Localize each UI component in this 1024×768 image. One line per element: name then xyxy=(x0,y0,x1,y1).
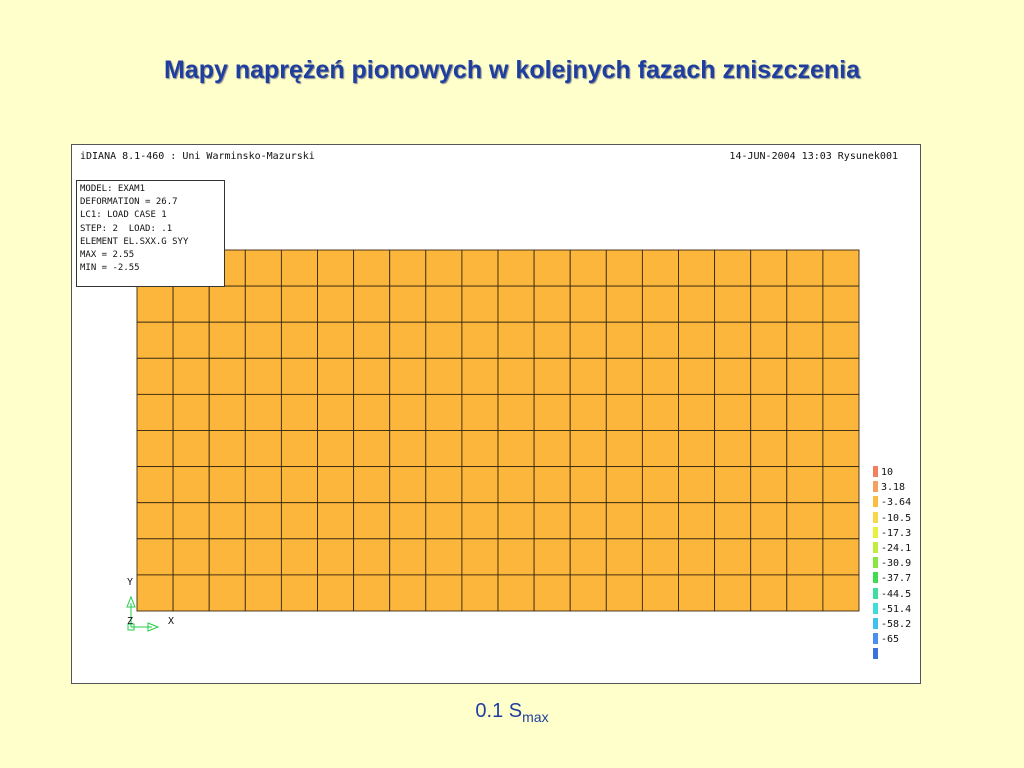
mesh-element xyxy=(209,539,245,575)
legend-swatch xyxy=(873,512,878,523)
mesh-element xyxy=(462,539,498,575)
mesh-element xyxy=(137,431,173,467)
mesh-element xyxy=(137,575,173,611)
mesh-element xyxy=(642,431,678,467)
mesh-element xyxy=(462,322,498,358)
mesh-element xyxy=(823,358,859,394)
mesh-element xyxy=(534,575,570,611)
mesh-element xyxy=(354,431,390,467)
mesh-element xyxy=(281,503,317,539)
mesh-element xyxy=(281,431,317,467)
mesh-element xyxy=(209,322,245,358)
mesh-element xyxy=(281,358,317,394)
mesh-element xyxy=(426,575,462,611)
mesh-element xyxy=(281,394,317,430)
legend-swatch xyxy=(873,603,878,614)
legend-swatch xyxy=(873,466,878,477)
mesh-element xyxy=(390,467,426,503)
mesh-element xyxy=(534,503,570,539)
mesh-element xyxy=(498,358,534,394)
mesh-element xyxy=(823,503,859,539)
mesh-element xyxy=(390,322,426,358)
mesh-element xyxy=(354,322,390,358)
x-axis-label: X xyxy=(168,616,175,627)
mesh-element xyxy=(281,539,317,575)
mesh-element xyxy=(173,503,209,539)
mesh-element xyxy=(318,431,354,467)
mesh-element xyxy=(606,322,642,358)
mesh-element xyxy=(751,503,787,539)
mesh-element xyxy=(173,322,209,358)
mesh-element xyxy=(318,539,354,575)
mesh-element xyxy=(715,394,751,430)
mesh-element xyxy=(426,322,462,358)
mesh-element xyxy=(642,503,678,539)
mesh-element xyxy=(209,503,245,539)
mesh-element xyxy=(715,539,751,575)
info-line: MIN = -2.55 xyxy=(80,263,140,274)
mesh-element xyxy=(354,286,390,322)
mesh-element xyxy=(209,467,245,503)
mesh-element xyxy=(751,539,787,575)
mesh-element xyxy=(823,322,859,358)
mesh-element xyxy=(715,503,751,539)
mesh-element xyxy=(823,250,859,286)
mesh-element xyxy=(209,394,245,430)
mesh-element xyxy=(570,322,606,358)
mesh-element xyxy=(606,358,642,394)
mesh-element xyxy=(245,539,281,575)
legend-label: -17.3 xyxy=(881,527,912,539)
mesh-element xyxy=(534,322,570,358)
mesh-element xyxy=(354,250,390,286)
mesh-element xyxy=(787,503,823,539)
mesh-element xyxy=(570,431,606,467)
mesh-element xyxy=(606,575,642,611)
legend-swatch xyxy=(873,557,878,568)
finite-element-mesh xyxy=(137,250,859,611)
mesh-element xyxy=(462,286,498,322)
y-axis-label: Y xyxy=(127,577,134,588)
legend-label: -51.4 xyxy=(881,603,912,615)
mesh-element xyxy=(751,286,787,322)
mesh-element xyxy=(642,250,678,286)
mesh-element xyxy=(137,503,173,539)
mesh-element xyxy=(642,575,678,611)
mesh-element xyxy=(679,250,715,286)
mesh-element xyxy=(498,286,534,322)
z-axis-label: Z xyxy=(127,616,134,627)
info-line: LC1: LOAD CASE 1 xyxy=(80,210,167,221)
mesh-element xyxy=(751,322,787,358)
mesh-element xyxy=(245,575,281,611)
mesh-element xyxy=(498,394,534,430)
mesh-element xyxy=(318,322,354,358)
mesh-element xyxy=(390,394,426,430)
mesh-element xyxy=(787,286,823,322)
mesh-element xyxy=(715,286,751,322)
mesh-element xyxy=(173,286,209,322)
mesh-element xyxy=(787,431,823,467)
mesh-element xyxy=(787,394,823,430)
mesh-element xyxy=(679,503,715,539)
mesh-element xyxy=(426,394,462,430)
info-line: MODEL: EXAM1 xyxy=(80,184,146,194)
mesh-element xyxy=(498,431,534,467)
legend-swatch xyxy=(873,633,878,644)
mesh-element xyxy=(462,467,498,503)
mesh-element xyxy=(534,539,570,575)
mesh-element xyxy=(642,394,678,430)
mesh-element xyxy=(498,575,534,611)
mesh-element xyxy=(823,394,859,430)
mesh-element xyxy=(534,467,570,503)
mesh-element xyxy=(679,358,715,394)
mesh-element xyxy=(606,286,642,322)
mesh-element xyxy=(787,322,823,358)
load-level-caption xyxy=(0,700,1024,725)
mesh-element xyxy=(823,539,859,575)
mesh-element xyxy=(606,394,642,430)
mesh-element xyxy=(570,503,606,539)
program-header: iDIANA 8.1-460 : Uni Warminsko-Mazurski xyxy=(80,151,315,162)
mesh-element xyxy=(390,358,426,394)
mesh-element xyxy=(137,394,173,430)
mesh-element xyxy=(318,286,354,322)
mesh-element xyxy=(245,322,281,358)
mesh-element xyxy=(498,467,534,503)
legend-swatch xyxy=(873,572,878,583)
mesh-element xyxy=(570,358,606,394)
legend-swatch xyxy=(873,542,878,553)
info-line: STEP: 2 LOAD: .1 xyxy=(80,223,173,234)
mesh-element xyxy=(209,431,245,467)
mesh-element xyxy=(245,250,281,286)
slide-title: Mapy naprężeń pionowych w kolejnych fazach zniszczenia xyxy=(163,56,860,84)
model-info-box xyxy=(76,180,225,287)
date-figure-header: 14-JUN-2004 13:03 Rysunek001 xyxy=(729,151,898,162)
mesh-element xyxy=(245,358,281,394)
mesh-element xyxy=(498,322,534,358)
mesh-element xyxy=(426,358,462,394)
legend-label: -24.1 xyxy=(881,543,912,554)
mesh-element xyxy=(354,394,390,430)
mesh-element xyxy=(245,286,281,322)
mesh-element xyxy=(498,503,534,539)
mesh-element xyxy=(173,467,209,503)
mesh-element xyxy=(679,575,715,611)
mesh-element xyxy=(137,539,173,575)
mesh-element xyxy=(751,250,787,286)
mesh-element xyxy=(173,394,209,430)
mesh-element xyxy=(679,539,715,575)
mesh-element xyxy=(173,431,209,467)
info-line: DEFORMATION = 26.7 xyxy=(80,197,178,208)
mesh-element xyxy=(354,575,390,611)
legend-swatch xyxy=(873,481,878,492)
mesh-element xyxy=(606,539,642,575)
mesh-element xyxy=(318,394,354,430)
mesh-element xyxy=(173,358,209,394)
mesh-element xyxy=(642,467,678,503)
mesh-element xyxy=(823,431,859,467)
legend-label: -3.64 xyxy=(881,497,912,509)
mesh-element xyxy=(173,539,209,575)
mesh-element xyxy=(534,431,570,467)
mesh-element xyxy=(390,539,426,575)
mesh-element xyxy=(570,286,606,322)
mesh-element xyxy=(787,467,823,503)
mesh-element xyxy=(209,286,245,322)
diana-plot-window xyxy=(71,144,921,684)
mesh-element xyxy=(281,467,317,503)
mesh-element xyxy=(245,431,281,467)
mesh-element xyxy=(606,431,642,467)
mesh-element xyxy=(606,250,642,286)
mesh-element xyxy=(137,467,173,503)
mesh-element xyxy=(751,358,787,394)
mesh-element xyxy=(426,467,462,503)
mesh-element xyxy=(606,467,642,503)
mesh-element xyxy=(462,575,498,611)
mesh-element xyxy=(498,539,534,575)
mesh-element xyxy=(534,358,570,394)
mesh-element xyxy=(642,539,678,575)
legend-swatch xyxy=(873,648,878,659)
legend-swatch xyxy=(873,496,878,507)
mesh-element xyxy=(751,394,787,430)
legend-swatch xyxy=(873,588,878,599)
mesh-element xyxy=(679,394,715,430)
mesh-element xyxy=(787,575,823,611)
legend-label: -44.5 xyxy=(881,588,912,600)
mesh-element xyxy=(570,575,606,611)
mesh-element xyxy=(787,539,823,575)
mesh-element xyxy=(642,322,678,358)
mesh-element xyxy=(715,250,751,286)
mesh-element xyxy=(426,431,462,467)
mesh-element xyxy=(462,431,498,467)
info-line: MAX = 2.55 xyxy=(80,250,135,261)
caption-main: 0.1 S xyxy=(475,700,523,722)
mesh-element xyxy=(318,467,354,503)
mesh-element xyxy=(209,358,245,394)
mesh-element xyxy=(715,358,751,394)
mesh-element xyxy=(354,467,390,503)
mesh-element xyxy=(534,394,570,430)
mesh-element xyxy=(318,358,354,394)
legend-label: -58.2 xyxy=(881,619,912,630)
mesh-element xyxy=(281,322,317,358)
mesh-element xyxy=(823,286,859,322)
mesh-element xyxy=(715,467,751,503)
mesh-element xyxy=(245,394,281,430)
mesh-element xyxy=(390,431,426,467)
mesh-element xyxy=(462,394,498,430)
mesh-element xyxy=(751,431,787,467)
mesh-element xyxy=(534,250,570,286)
mesh-element xyxy=(462,503,498,539)
mesh-element xyxy=(426,503,462,539)
mesh-element xyxy=(426,539,462,575)
legend-label: 10 xyxy=(881,467,894,478)
mesh-element xyxy=(823,575,859,611)
mesh-element xyxy=(570,250,606,286)
legend-label: -10.5 xyxy=(881,512,912,524)
mesh-element xyxy=(462,358,498,394)
mesh-element xyxy=(137,358,173,394)
mesh-element xyxy=(137,322,173,358)
mesh-element xyxy=(318,503,354,539)
mesh-element xyxy=(390,286,426,322)
mesh-element xyxy=(570,467,606,503)
legend-label: -30.9 xyxy=(881,558,912,570)
mesh-element xyxy=(390,250,426,286)
mesh-element xyxy=(390,575,426,611)
mesh-element xyxy=(173,575,209,611)
info-line: ELEMENT EL.SXX.G SYY xyxy=(80,236,189,247)
legend-swatch xyxy=(873,527,878,538)
mesh-element xyxy=(679,431,715,467)
mesh-element xyxy=(679,467,715,503)
mesh-element xyxy=(715,575,751,611)
mesh-element xyxy=(281,575,317,611)
mesh-element xyxy=(390,503,426,539)
mesh-element xyxy=(209,575,245,611)
mesh-element xyxy=(787,250,823,286)
mesh-element xyxy=(245,467,281,503)
mesh-element xyxy=(715,322,751,358)
mesh-element xyxy=(426,286,462,322)
mesh-element xyxy=(137,286,173,322)
mesh-element xyxy=(354,503,390,539)
mesh-element xyxy=(534,286,570,322)
mesh-element xyxy=(642,358,678,394)
mesh-element xyxy=(751,575,787,611)
mesh-element xyxy=(318,575,354,611)
mesh-element xyxy=(787,358,823,394)
caption-subscript: max xyxy=(522,709,549,725)
legend-swatch xyxy=(873,618,878,629)
mesh-element xyxy=(354,539,390,575)
mesh-element xyxy=(426,250,462,286)
mesh-element xyxy=(715,431,751,467)
mesh-element xyxy=(751,467,787,503)
mesh-element xyxy=(462,250,498,286)
mesh-element xyxy=(570,394,606,430)
legend-label: 3.18 xyxy=(881,482,906,494)
mesh-element xyxy=(823,467,859,503)
mesh-element xyxy=(679,322,715,358)
legend-label: -65 xyxy=(881,634,900,646)
mesh-element xyxy=(498,250,534,286)
mesh-element xyxy=(281,250,317,286)
mesh-element xyxy=(679,286,715,322)
mesh-element xyxy=(245,503,281,539)
legend-label: -37.7 xyxy=(881,573,912,585)
mesh-element xyxy=(318,250,354,286)
mesh-element xyxy=(570,539,606,575)
mesh-element xyxy=(281,286,317,322)
mesh-element xyxy=(354,358,390,394)
mesh-element xyxy=(606,503,642,539)
mesh-element xyxy=(642,286,678,322)
